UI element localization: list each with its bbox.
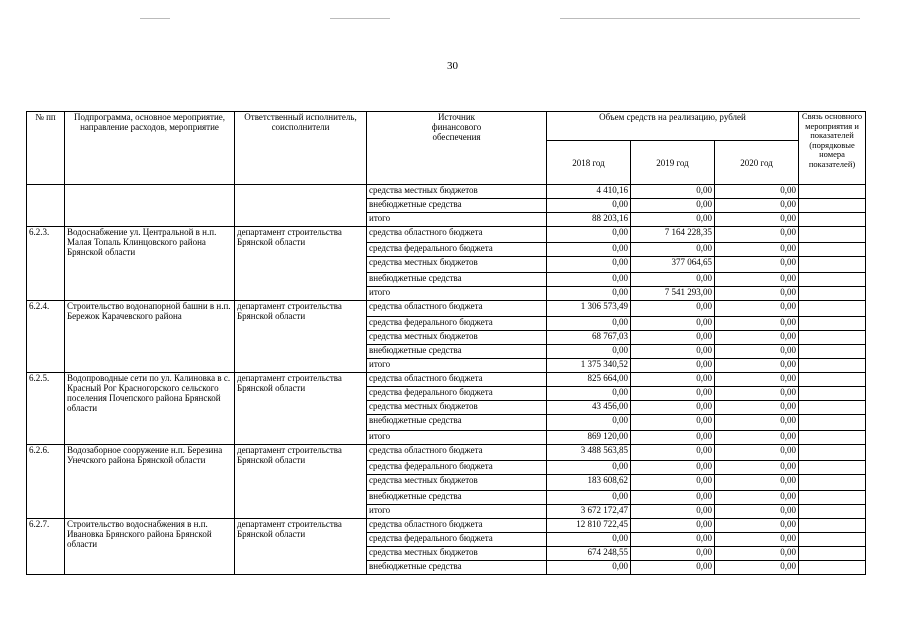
- row-number: 6.2.5.: [27, 373, 65, 445]
- row-value-2020: 0,00: [715, 445, 799, 461]
- row-value-2018: 0,00: [547, 287, 631, 301]
- table-row: [27, 445, 866, 461]
- row-link: [799, 199, 866, 213]
- row-value-2019: 0,00: [631, 431, 715, 445]
- budget-table: [26, 111, 866, 575]
- row-value-2020: 0,00: [715, 257, 799, 273]
- row-value-2020: 0,00: [715, 185, 799, 199]
- row-link: [799, 461, 866, 475]
- row-number: 6.2.3.: [27, 227, 65, 301]
- row-link: [799, 301, 866, 317]
- row-value-2018: 0,00: [547, 199, 631, 213]
- table-body: [27, 185, 866, 575]
- row-source: средства областного бюджета: [367, 445, 547, 461]
- row-value-2018: 1 375 340,52: [547, 359, 631, 373]
- row-value-2018: 0,00: [547, 561, 631, 575]
- row-value-2019: 0,00: [631, 505, 715, 519]
- row-value-2018: 68 767,03: [547, 331, 631, 345]
- row-value-2019: 377 064,65: [631, 257, 715, 273]
- row-link: [799, 475, 866, 491]
- row-source: итого: [367, 359, 547, 373]
- row-name: Водозаборное сооружение н.п. Березина Унечского района Брянской области: [65, 445, 235, 519]
- row-value-2019: 0,00: [631, 387, 715, 401]
- row-value-2019: 0,00: [631, 213, 715, 227]
- row-source: средства местных бюджетов: [367, 331, 547, 345]
- row-value-2019: 0,00: [631, 301, 715, 317]
- header-volume: Объем средств на реализацию, рублей: [547, 112, 799, 141]
- row-link: [799, 387, 866, 401]
- row-value-2019: 0,00: [631, 533, 715, 547]
- row-source: итого: [367, 287, 547, 301]
- row-value-2018: 3 672 172,47: [547, 505, 631, 519]
- row-value-2020: 0,00: [715, 287, 799, 301]
- row-source: средства федерального бюджета: [367, 243, 547, 257]
- row-responsible: департамент строительства Брянской области: [235, 445, 367, 519]
- row-number: 6.2.7.: [27, 519, 65, 575]
- row-value-2020: 0,00: [715, 561, 799, 575]
- row-value-2018: 0,00: [547, 461, 631, 475]
- row-value-2020: 0,00: [715, 301, 799, 317]
- row-value-2018: 0,00: [547, 533, 631, 547]
- row-value-2018: 0,00: [547, 345, 631, 359]
- row-value-2019: 0,00: [631, 401, 715, 415]
- row-value-2019: 0,00: [631, 547, 715, 561]
- row-value-2020: 0,00: [715, 273, 799, 287]
- row-source: средства местных бюджетов: [367, 185, 547, 199]
- row-value-2018: 0,00: [547, 273, 631, 287]
- header-year-2019: 2019 год: [631, 141, 715, 185]
- header-year-2018: 2018 год: [547, 141, 631, 185]
- row-link: [799, 345, 866, 359]
- row-number: [27, 185, 65, 227]
- row-source: внебюджетные средства: [367, 273, 547, 287]
- row-value-2018: 0,00: [547, 387, 631, 401]
- row-value-2018: 12 810 722,45: [547, 519, 631, 533]
- row-source: итого: [367, 213, 547, 227]
- row-link: [799, 491, 866, 505]
- header-responsible: Ответственный исполнитель, соисполнители: [235, 112, 367, 185]
- row-value-2019: 0,00: [631, 345, 715, 359]
- row-link: [799, 243, 866, 257]
- header-name: Подпрограмма, основное мероприятие, направление расходов, мероприятие: [65, 112, 235, 185]
- table-row: [27, 227, 866, 243]
- row-value-2018: 0,00: [547, 243, 631, 257]
- row-value-2020: 0,00: [715, 415, 799, 431]
- row-link: [799, 273, 866, 287]
- row-value-2018: 183 608,62: [547, 475, 631, 491]
- row-source: внебюджетные средства: [367, 491, 547, 505]
- scan-artifact-line: [330, 18, 390, 19]
- row-value-2020: 0,00: [715, 359, 799, 373]
- row-value-2018: 1 306 573,49: [547, 301, 631, 317]
- row-value-2019: 0,00: [631, 373, 715, 387]
- row-value-2020: 0,00: [715, 331, 799, 345]
- table-row: [27, 373, 866, 387]
- row-value-2020: 0,00: [715, 491, 799, 505]
- row-value-2020: 0,00: [715, 401, 799, 415]
- row-name: Строительство водонапорной башни в н.п. Бережок Карачевского района: [65, 301, 235, 373]
- row-source: средства федерального бюджета: [367, 461, 547, 475]
- row-source: средства местных бюджетов: [367, 475, 547, 491]
- row-source: внебюджетные средства: [367, 345, 547, 359]
- row-value-2020: 0,00: [715, 431, 799, 445]
- row-link: [799, 505, 866, 519]
- row-value-2020: 0,00: [715, 547, 799, 561]
- row-value-2019: 0,00: [631, 491, 715, 505]
- row-number: 6.2.4.: [27, 301, 65, 373]
- row-name: Строительство водоснабжения в н.п. Ивановка Брянского района Брянской области: [65, 519, 235, 575]
- row-value-2018: 4 410,16: [547, 185, 631, 199]
- row-value-2018: 0,00: [547, 491, 631, 505]
- row-link: [799, 415, 866, 431]
- row-value-2018: 0,00: [547, 415, 631, 431]
- row-link: [799, 213, 866, 227]
- row-value-2018: 88 203,16: [547, 213, 631, 227]
- row-source: средства федерального бюджета: [367, 387, 547, 401]
- table-row: [27, 301, 866, 317]
- row-source: итого: [367, 431, 547, 445]
- page-number: 30: [447, 60, 458, 72]
- row-link: [799, 359, 866, 373]
- row-value-2020: 0,00: [715, 387, 799, 401]
- row-value-2018: 825 664,00: [547, 373, 631, 387]
- row-source: внебюджетные средства: [367, 415, 547, 431]
- row-value-2019: 0,00: [631, 199, 715, 213]
- row-link: [799, 317, 866, 331]
- table-row: [27, 185, 866, 199]
- row-source: средства местных бюджетов: [367, 547, 547, 561]
- row-value-2018: 0,00: [547, 257, 631, 273]
- row-source: средства областного бюджета: [367, 519, 547, 533]
- row-link: [799, 561, 866, 575]
- row-source: средства федерального бюджета: [367, 533, 547, 547]
- row-source: средства областного бюджета: [367, 373, 547, 387]
- row-value-2019: 0,00: [631, 561, 715, 575]
- row-value-2018: 0,00: [547, 227, 631, 243]
- row-link: [799, 445, 866, 461]
- row-responsible: департамент строительства Брянской области: [235, 519, 367, 575]
- row-link: [799, 519, 866, 533]
- row-link: [799, 185, 866, 199]
- row-value-2020: 0,00: [715, 199, 799, 213]
- header-row: [27, 112, 866, 141]
- row-value-2019: 0,00: [631, 243, 715, 257]
- row-source: внебюджетные средства: [367, 199, 547, 213]
- row-value-2020: 0,00: [715, 373, 799, 387]
- scan-artifact-line: [560, 18, 860, 19]
- row-name: Водоснабжение ул. Центральной в н.п. Малая Топаль Клинцовского района Брянской области: [65, 227, 235, 301]
- row-responsible: департамент строительства Брянской области: [235, 301, 367, 373]
- row-link: [799, 431, 866, 445]
- row-responsible: департамент строительства Брянской области: [235, 373, 367, 445]
- row-link: [799, 331, 866, 345]
- row-value-2020: 0,00: [715, 533, 799, 547]
- row-value-2018: 43 456,00: [547, 401, 631, 415]
- row-source: средства областного бюджета: [367, 227, 547, 243]
- row-value-2019: 0,00: [631, 185, 715, 199]
- row-value-2018: 0,00: [547, 317, 631, 331]
- row-value-2019: 0,00: [631, 445, 715, 461]
- row-source: средства федерального бюджета: [367, 317, 547, 331]
- row-value-2019: 0,00: [631, 359, 715, 373]
- row-link: [799, 533, 866, 547]
- row-link: [799, 547, 866, 561]
- scan-artifact-line: [140, 18, 170, 19]
- row-value-2020: 0,00: [715, 213, 799, 227]
- row-value-2020: 0,00: [715, 317, 799, 331]
- row-source: средства местных бюджетов: [367, 401, 547, 415]
- row-source: средства областного бюджета: [367, 301, 547, 317]
- row-link: [799, 227, 866, 243]
- row-value-2020: 0,00: [715, 243, 799, 257]
- row-value-2019: 7 541 293,00: [631, 287, 715, 301]
- row-value-2019: 7 164 228,35: [631, 227, 715, 243]
- row-value-2019: 0,00: [631, 415, 715, 431]
- row-source: итого: [367, 505, 547, 519]
- row-value-2020: 0,00: [715, 345, 799, 359]
- row-name: Водопроводные сети по ул. Калиновка в с. Красный Рог Красногорского сельского поселения Почепского района Брянской области: [65, 373, 235, 445]
- row-source: внебюджетные средства: [367, 561, 547, 575]
- row-value-2019: 0,00: [631, 317, 715, 331]
- header-link: Связь основного мероприятия и показателей (порядковые номера показателей): [799, 112, 866, 185]
- row-value-2020: 0,00: [715, 227, 799, 243]
- table-row: [27, 519, 866, 533]
- row-value-2020: 0,00: [715, 475, 799, 491]
- row-value-2019: 0,00: [631, 331, 715, 345]
- row-link: [799, 401, 866, 415]
- row-source: средства местных бюджетов: [367, 257, 547, 273]
- row-value-2020: 0,00: [715, 505, 799, 519]
- row-link: [799, 257, 866, 273]
- header-number: № пп: [27, 112, 65, 185]
- row-responsible: [235, 185, 367, 227]
- row-value-2019: 0,00: [631, 519, 715, 533]
- row-value-2020: 0,00: [715, 519, 799, 533]
- row-value-2018: 869 120,00: [547, 431, 631, 445]
- row-link: [799, 287, 866, 301]
- header-year-2020: 2020 год: [715, 141, 799, 185]
- row-value-2020: 0,00: [715, 461, 799, 475]
- row-value-2018: 3 488 563,85: [547, 445, 631, 461]
- row-responsible: департамент строительства Брянской области: [235, 227, 367, 301]
- row-value-2018: 674 248,55: [547, 547, 631, 561]
- row-name: [65, 185, 235, 227]
- row-value-2019: 0,00: [631, 475, 715, 491]
- row-number: 6.2.6.: [27, 445, 65, 519]
- header-source: Источник финансового обеспечения: [367, 112, 547, 185]
- row-value-2019: 0,00: [631, 461, 715, 475]
- row-link: [799, 373, 866, 387]
- row-value-2019: 0,00: [631, 273, 715, 287]
